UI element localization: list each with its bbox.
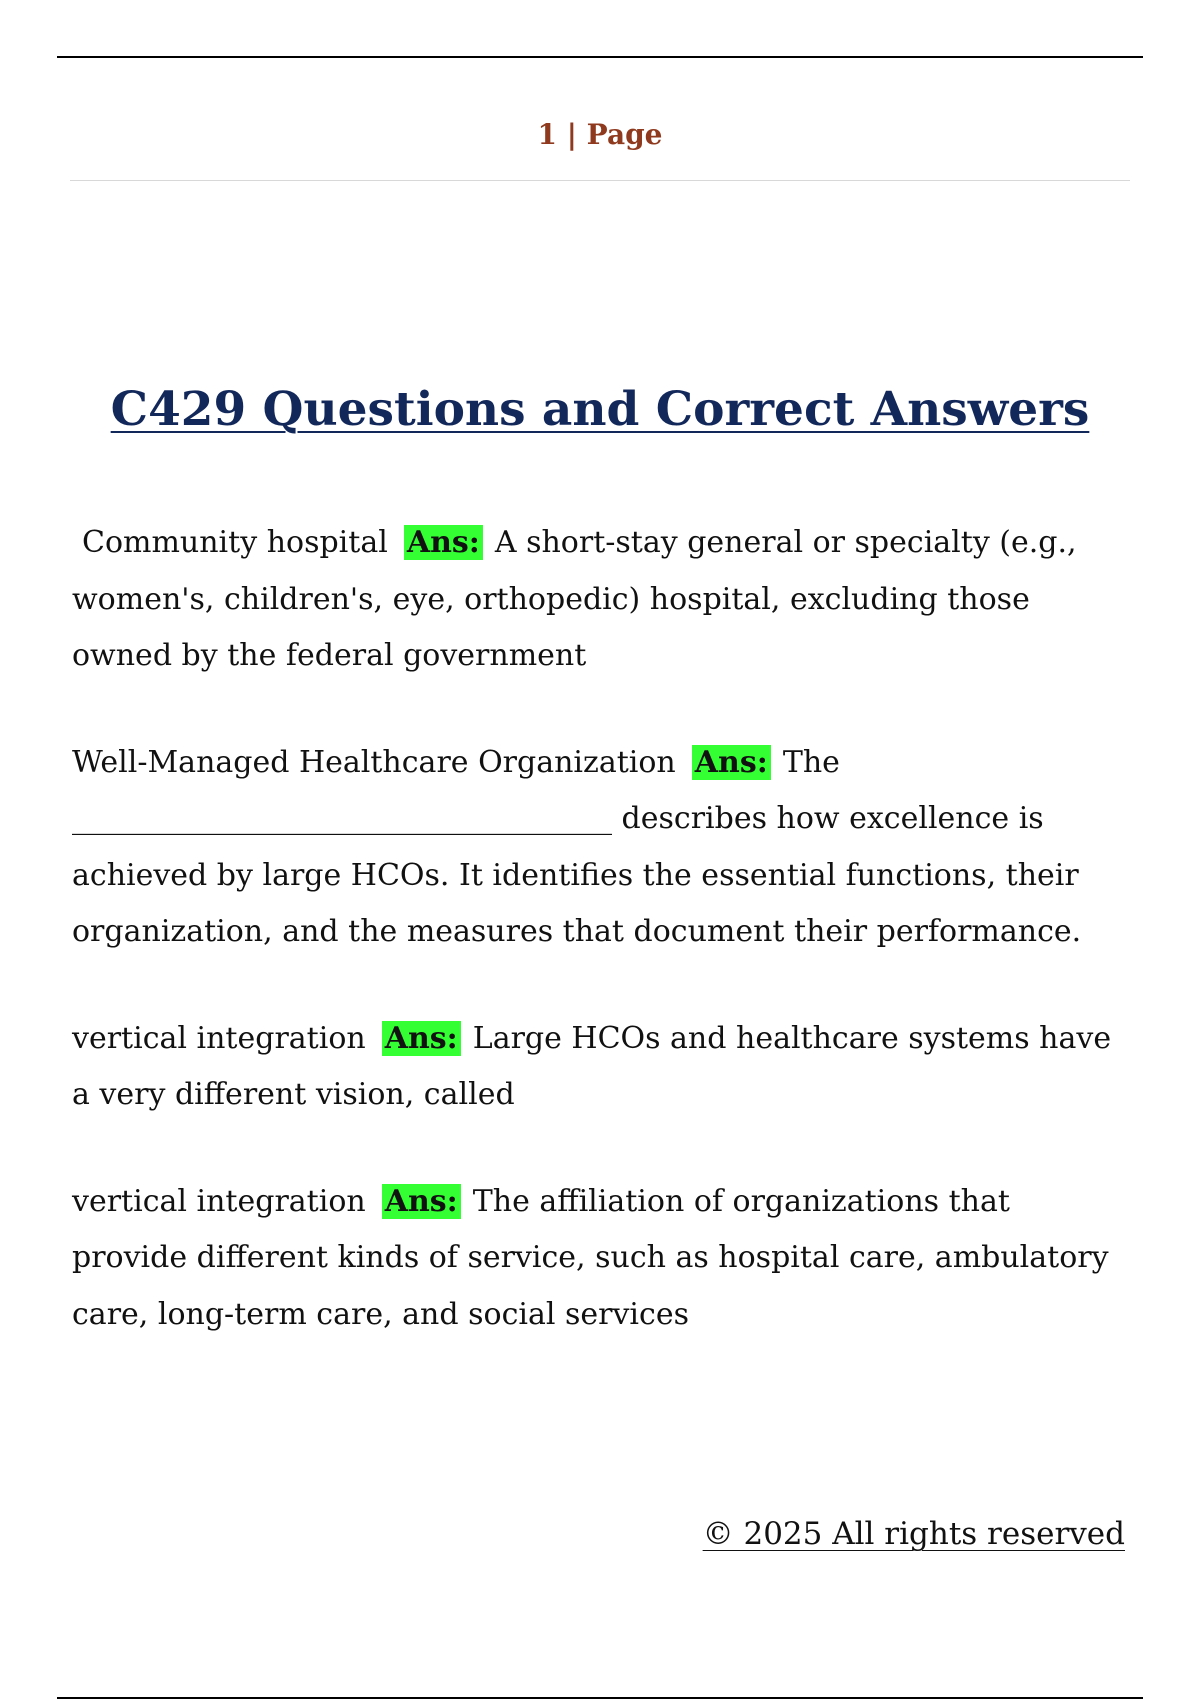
- document-title: C429 Questions and Correct Answers: [110, 382, 1090, 437]
- qa-item: [72, 1011, 1132, 1124]
- qa-answer: Large HCOs and healthcare systems have a very different vision, called: [72, 1020, 1112, 1112]
- qa-answer-after-blank: describes how excellence is achieved by large HCOs. It identifies the essential functions, their organization, and the measures that document their performance.: [72, 801, 1082, 949]
- qa-answer: The affiliation of organizations that provide different kinds of service, such as hospital care, ambulatory care, long-term care, and social services: [72, 1183, 1109, 1332]
- fill-in-blank: ____________________________________: [72, 801, 612, 836]
- qa-item: [72, 515, 1132, 685]
- qa-term: vertical integration: [72, 1020, 366, 1056]
- qa-item: [72, 735, 1132, 961]
- ans-label: Ans:: [692, 745, 771, 780]
- header-divider: [70, 180, 1130, 181]
- qa-term: Well-Managed Healthcare Organization: [72, 744, 676, 780]
- page-number: 1 | Page: [537, 118, 663, 151]
- qa-term: Community hospital: [82, 525, 388, 560]
- bottom-rule: [57, 1697, 1143, 1699]
- ans-label: Ans:: [382, 1021, 461, 1056]
- ans-label: Ans:: [382, 1184, 461, 1219]
- qa-list: [72, 515, 1132, 1393]
- ans-label: Ans:: [404, 525, 483, 560]
- copyright-notice: © 2025 All rights reserved: [702, 1516, 1125, 1552]
- qa-term: vertical integration: [72, 1183, 366, 1219]
- qa-item: [72, 1174, 1132, 1344]
- top-rule: [57, 56, 1143, 58]
- qa-answer: A short-stay general or specialty (e.g., women's, children's, eye, orthopedic) hospital, excluding those owned by the federal government: [72, 525, 1077, 673]
- qa-answer-before-blank: The: [782, 744, 840, 780]
